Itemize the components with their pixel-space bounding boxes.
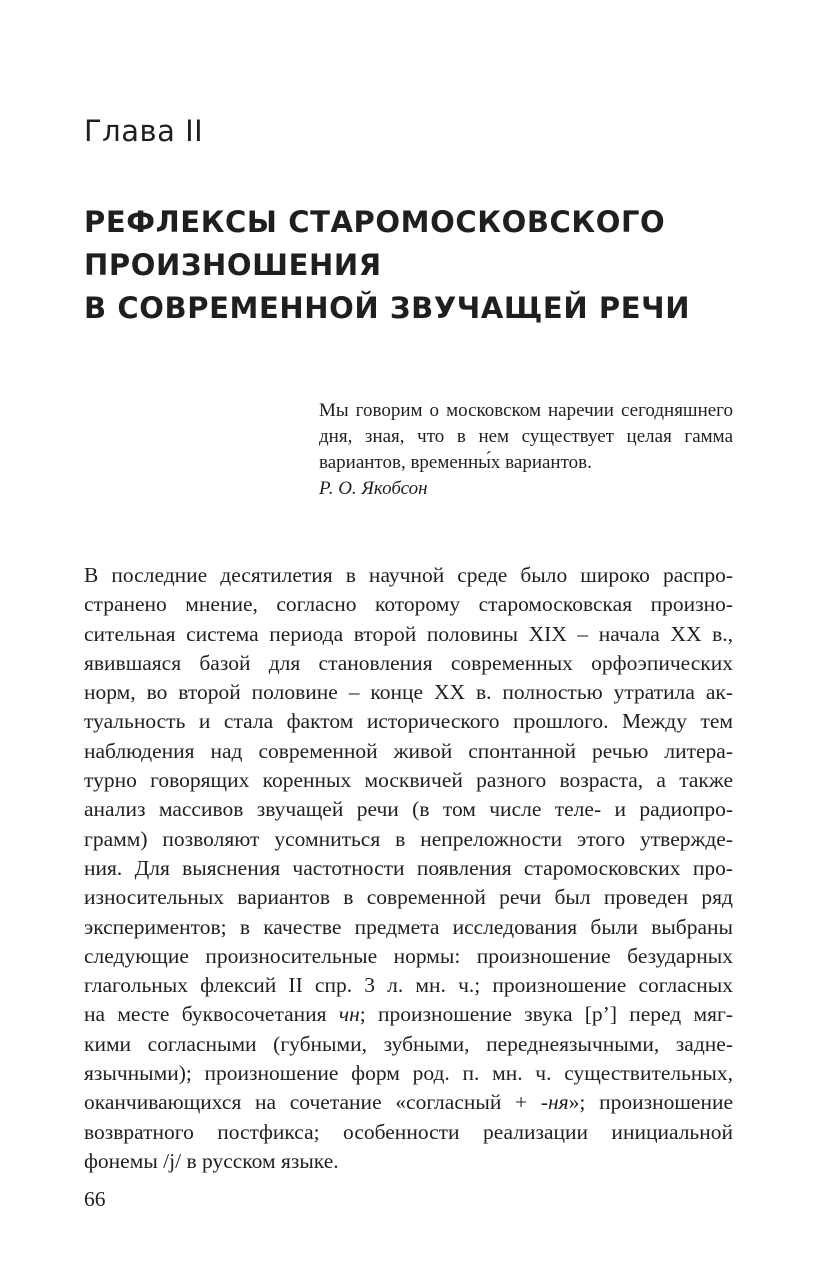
epigraph-quote: Мы говорим о московском наречии сегодняшнего дня, зная, что в нем существует целая гамма вариантов, временны́х вариантов.: [319, 400, 733, 473]
epigraph: [319, 398, 733, 502]
body-line: сительная система периода второй половины XIX – начала XX в.,: [84, 621, 733, 646]
body-line: грамм) позволяют усомниться в непреложности этого утвержде-: [84, 826, 733, 851]
body-line: фонемы /j/ в русском языке.: [84, 1148, 339, 1173]
body-line: явившаяся базой для становления современных орфоэпических: [84, 650, 733, 675]
body-line: ния. Для выяснения частотности появления старомосковских про-: [84, 855, 733, 880]
page-number: 66: [84, 1187, 106, 1211]
chapter-title: [84, 201, 764, 330]
body-line: В последние десятилетия в научной среде было широко распро-: [84, 563, 733, 587]
body-line: экспериментов; в качестве предмета исследования были выбраны: [84, 914, 733, 939]
body-line: кими согласными (губными, зубными, переднеязычными, задне-: [84, 1031, 733, 1056]
body-line: странено мнение, согласно которому старомосковская произно-: [84, 592, 733, 617]
body-line: глагольных флексий II спр. 3 л. мн. ч.; произношение согласных: [84, 973, 733, 998]
chapter-title-line: В СОВРЕМЕННОЙ ЗВУЧАЩЕЙ РЕЧИ: [84, 291, 691, 325]
chapter-title-line: РЕФЛЕКСЫ СТАРОМОСКОВСКОГО: [84, 205, 666, 239]
chapter-title-line: ПРОИЗНОШЕНИЯ: [84, 248, 382, 282]
body-line: износительных вариантов в современной речи был проведен ряд: [84, 885, 733, 910]
emphasized-term: чн: [338, 1002, 360, 1027]
body-line: язычными); произношение форм род. п. мн. ч. существительных,: [84, 1061, 733, 1086]
body-line: следующие произносительные нормы: произношение безударных: [84, 943, 733, 968]
body-line: норм, во второй половине – конце XX в. полностью утратила ак-: [84, 680, 733, 705]
body-line: анализ массивов звучащей речи (в том числе теле- и радиопро-: [84, 797, 733, 822]
body-line: наблюдения над современной живой спонтанной речью литера-: [84, 738, 733, 763]
body-paragraph: [84, 561, 733, 1176]
chapter-label: Глава II: [84, 114, 204, 148]
body-line: на месте буквосочетания чн; произношение звука [р’] перед мяг-: [84, 1002, 733, 1027]
body-line: туальность и стала фактом исторического прошлого. Между тем: [84, 709, 733, 734]
epigraph-author: Р. О. Якобсон: [319, 478, 428, 499]
emphasized-term: -ня: [540, 1090, 569, 1115]
body-line: возвратного постфикса; особенности реализации инициальной: [84, 1119, 733, 1144]
body-line: оканчивающихся на сочетание «согласный + -ня»; произношение: [84, 1090, 733, 1115]
body-line: турно говорящих коренных москвичей разного возраста, а также: [84, 768, 733, 793]
